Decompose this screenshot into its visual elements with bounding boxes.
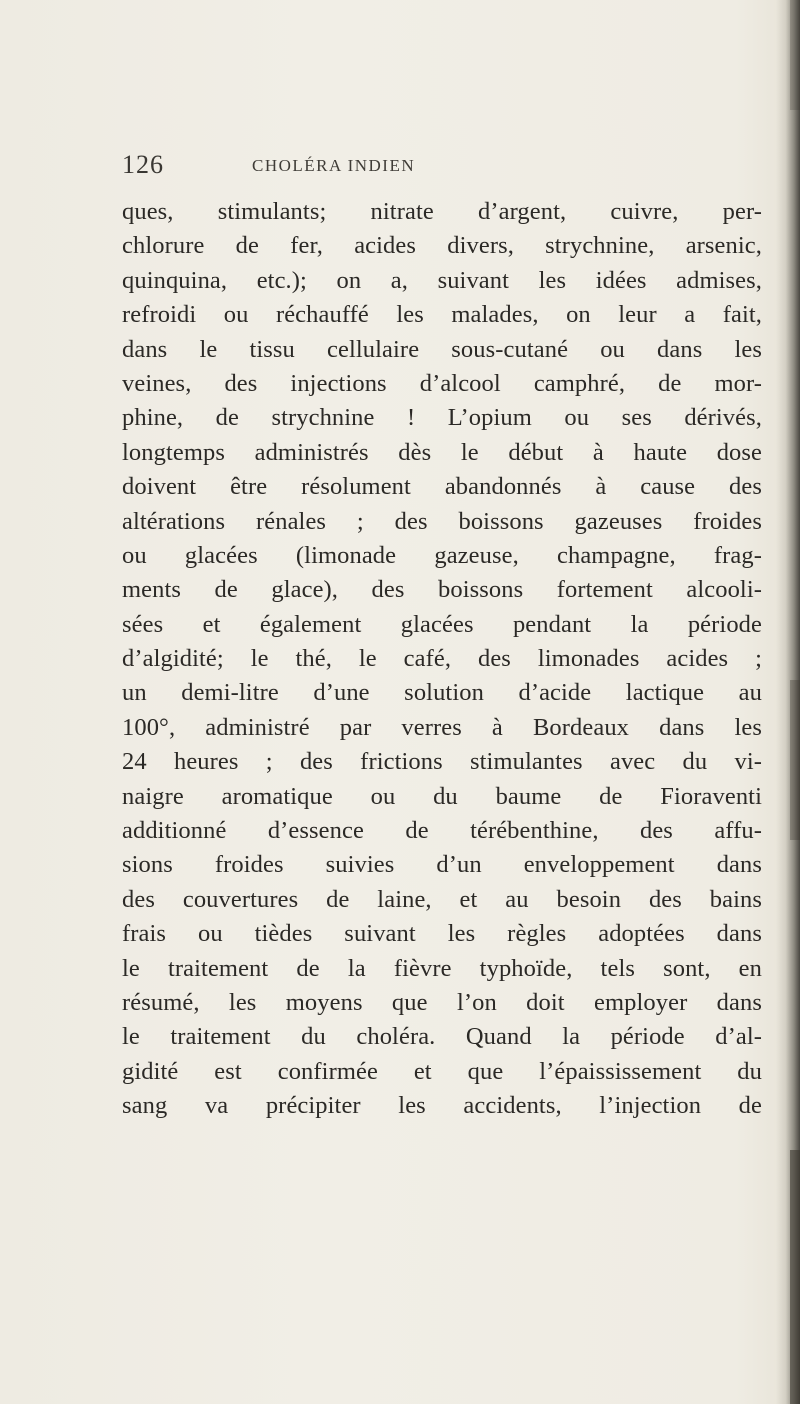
text-line: résumé, les moyens que l’on doit employer dans <box>122 988 762 1016</box>
text-line: additionné d’essence de térébenthine, des affu- <box>122 817 762 845</box>
running-title: CHOLÉRA INDIEN <box>252 156 416 175</box>
page-binding-edge <box>776 0 800 1404</box>
text-line: refroidi ou réchauffé les malades, on leur a fait, <box>122 301 762 329</box>
text-line: frais ou tièdes suivant les règles adoptées dans <box>122 920 762 948</box>
text-line: ques, stimulants; nitrate d’argent, cuivre, per- <box>122 198 762 225</box>
text-line: des couvertures de laine, et au besoin des bains <box>122 885 762 913</box>
text-line: d’algidité; le thé, le café, des limonades acides ; <box>122 645 762 673</box>
text-line: altérations rénales ; des boissons gazeuses froides <box>122 507 762 535</box>
text-line: sang va précipiter les accidents, l’injection de <box>122 1092 762 1120</box>
text-line: dans le tissu cellulaire sous-cutané ou dans les <box>122 335 762 363</box>
text-line: ments de glace), des boissons fortement alcooli- <box>122 576 762 604</box>
body-text <box>122 195 762 1124</box>
text-line: sions froides suivies d’un enveloppement dans <box>122 851 762 879</box>
text-line: chlorure de fer, acides divers, strychnine, arsenic, <box>122 232 762 260</box>
text-line: sées et également glacées pendant la période <box>122 610 762 638</box>
text-line: quinquina, etc.); on a, suivant les idées admises, <box>122 266 762 294</box>
text-line: ou glacées (limonade gazeuse, champagne, frag- <box>122 541 762 569</box>
text-line: naigre aromatique ou du baume de Fioraventi <box>122 782 762 810</box>
text-line: le traitement de la fièvre typhoïde, tels sont, en <box>122 954 762 982</box>
text-line: phine, de strychnine ! L’opium ou ses dérivés, <box>122 404 762 432</box>
page-header <box>122 150 762 190</box>
text-line: longtemps administrés dès le début à haute dose <box>122 438 762 466</box>
text-line: un demi-litre d’une solution d’acide lactique au <box>122 679 762 707</box>
text-line: veines, des injections d’alcool camphré, de mor- <box>122 369 762 397</box>
page-number: 126 <box>122 150 164 179</box>
text-line: le traitement du choléra. Quand la période d’al- <box>122 1023 762 1051</box>
text-line: 100°, administré par verres à Bordeaux dans les <box>122 713 762 741</box>
text-line: gidité est confirmée et que l’épaississement du <box>122 1057 762 1085</box>
text-line: 24 heures ; des frictions stimulantes avec du vi- <box>122 748 762 776</box>
text-line: doivent être résolument abandonnés à cause des <box>122 473 762 501</box>
